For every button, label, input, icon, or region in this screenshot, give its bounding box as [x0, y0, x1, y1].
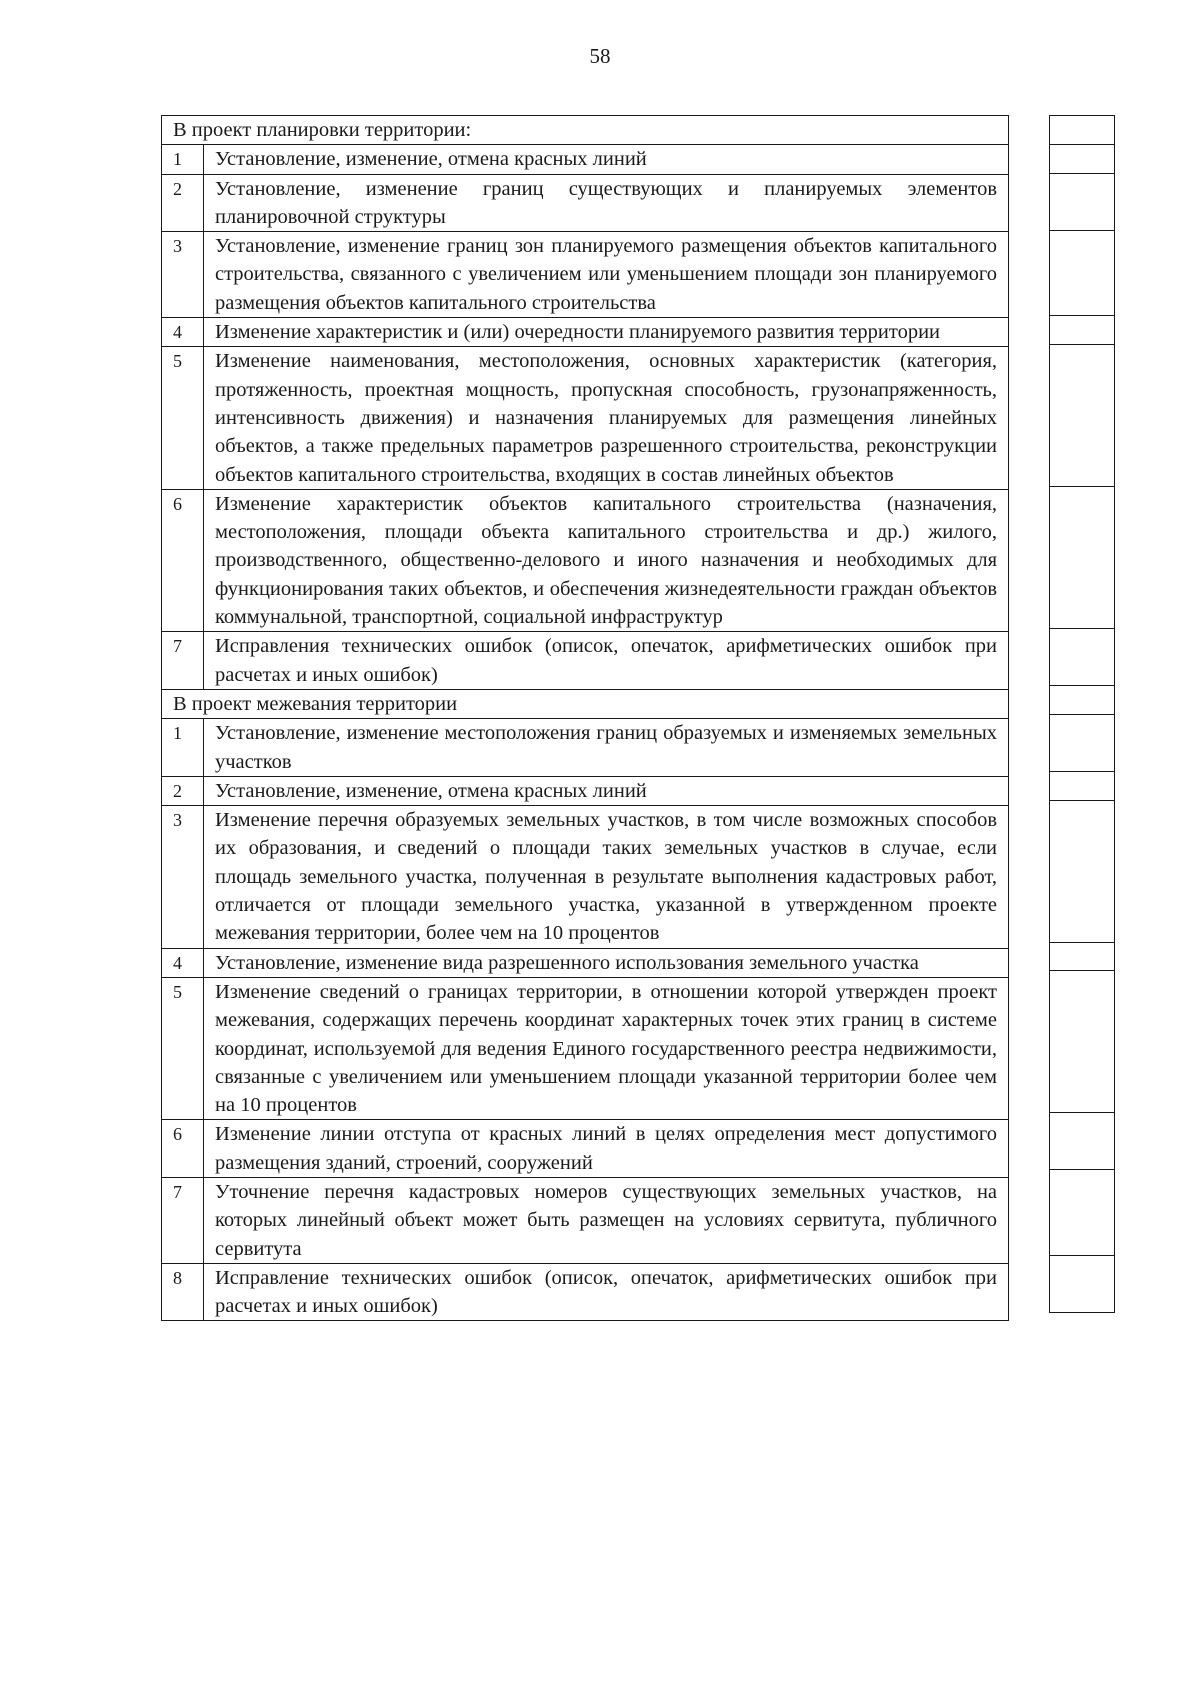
row-text: Исправление технических ошибок (описок, опечаток, арифметических ошибок при расчетах и иных ошибок): [204, 1263, 1009, 1321]
row-text: Изменение характеристик объектов капитального строительства (назначения, местоположения, площади объекта капитального строительства и др.) жилого, производственного, общественно-делового и иного назначения и необходимых для функционирования таких объектов, и обеспечения жизнедеятельности граждан объектов коммунальной, транспортной, социальной инфраструктур: [204, 489, 1009, 631]
checkbox-row: [1050, 971, 1115, 1113]
checkbox-cell[interactable]: [1050, 942, 1115, 971]
section-header-row: [162, 689, 1009, 718]
row-number: 8: [162, 1263, 204, 1321]
row-number: 4: [162, 948, 204, 977]
row-number: 6: [162, 489, 204, 631]
row-text: Установление, изменение границ существующих и планируемых элементов планировочной структуры: [204, 174, 1009, 232]
row-number: 5: [162, 347, 204, 489]
row-number: 1: [162, 145, 204, 174]
checkbox-row: [1050, 1170, 1115, 1255]
checkbox-cell[interactable]: [1050, 144, 1115, 173]
row-number: 2: [162, 174, 204, 232]
checkbox-row: [1050, 1113, 1115, 1170]
checkbox-row: [1050, 628, 1115, 685]
checkbox-cell[interactable]: [1050, 628, 1115, 685]
row-text: Изменение перечня образуемых земельных участков, в том числе возможных способов их образования, и сведений о площади таких земельных участков в случае, если площадь земельного участка, полученная в результате выполнения кадастровых работ, отличается от площади земельного участка, указанной в утвержденном проекте межевания территории, более чем на 10 процентов: [204, 806, 1009, 948]
table-row: [162, 948, 1009, 977]
row-text: Установление, изменение местоположения границ образуемых и изменяемых земельных участков: [204, 719, 1009, 777]
row-number: 6: [162, 1120, 204, 1178]
checkbox-row: [1050, 230, 1115, 315]
checkbox-cell[interactable]: [1050, 771, 1115, 800]
section-header-row: [162, 116, 1009, 145]
checkbox-row: [1050, 144, 1115, 173]
checkbox-cell[interactable]: [1050, 486, 1115, 628]
row-text: Установление, изменение границ зон планируемого размещения объектов капитального строительства, связанного с увеличением или уменьшением площади зон планируемого размещения объектов капитального строительства: [204, 232, 1009, 318]
checkbox-row: [1050, 1255, 1115, 1312]
table-row: [162, 719, 1009, 777]
checkbox-cell[interactable]: [1050, 971, 1115, 1113]
checkbox-cell[interactable]: [1050, 1113, 1115, 1170]
section-title: В проект планировки территории:: [162, 116, 1009, 145]
table-row: [162, 489, 1009, 631]
table-row: [162, 977, 1009, 1119]
row-text: Изменение наименования, местоположения, основных характеристик (категория, протяженность, проектная мощность, пропускная способность, грузонапряженность, интенсивность движения) и назначения планируемых для размещения линейных объектов, а также предельных параметров разрешенного строительства, реконструкции объектов капитального строительства, входящих в состав линейных объектов: [204, 347, 1009, 489]
table-row: [162, 776, 1009, 805]
checkbox-row: [1050, 800, 1115, 942]
checkbox-row: [1050, 316, 1115, 345]
row-text: Исправления технических ошибок (описок, опечаток, арифметических ошибок при расчетах и иных ошибок): [204, 632, 1009, 690]
checkbox-column: [1049, 115, 1115, 1313]
row-number: 3: [162, 232, 204, 318]
checkbox-row: [1050, 116, 1115, 145]
checkbox-row: [1050, 771, 1115, 800]
row-text: Изменение характеристик и (или) очередности планируемого развития территории: [204, 318, 1009, 347]
row-text: Установление, изменение, отмена красных линий: [204, 776, 1009, 805]
row-text: Установление, изменение, отмена красных линий: [204, 145, 1009, 174]
checkbox-cell[interactable]: [1050, 800, 1115, 942]
table-row: [162, 1263, 1009, 1321]
checkbox-cell[interactable]: [1050, 1255, 1115, 1312]
checkbox-row: [1050, 942, 1115, 971]
checkbox-cell[interactable]: [1050, 116, 1115, 145]
row-number: 3: [162, 806, 204, 948]
checkbox-cell[interactable]: [1050, 344, 1115, 486]
row-number: 2: [162, 776, 204, 805]
row-number: 4: [162, 318, 204, 347]
checkbox-cell[interactable]: [1050, 230, 1115, 315]
table-row: [162, 347, 1009, 489]
table-row: [162, 1120, 1009, 1178]
row-number: 1: [162, 719, 204, 777]
page-number: 58: [589, 44, 611, 68]
table-row: [162, 1177, 1009, 1263]
checkbox-row: [1050, 685, 1115, 714]
table-row: [162, 806, 1009, 948]
checkbox-row: [1050, 344, 1115, 486]
checkbox-cell[interactable]: [1050, 173, 1115, 230]
table-row: [162, 232, 1009, 318]
checkbox-cell[interactable]: [1050, 1170, 1115, 1255]
table-row: [162, 318, 1009, 347]
row-number: 7: [162, 1177, 204, 1263]
table-row: [162, 145, 1009, 174]
section-title: В проект межевания территории: [162, 689, 1009, 718]
table-row: [162, 632, 1009, 690]
row-text: Уточнение перечня кадастровых номеров существующих земельных участков, на которых линейный объект может быть размещен на условиях сервитута, публичного сервитута: [204, 1177, 1009, 1263]
row-text: Установление, изменение вида разрешенного использования земельного участка: [204, 948, 1009, 977]
row-number: 7: [162, 632, 204, 690]
row-number: 5: [162, 977, 204, 1119]
row-text: Изменение линии отступа от красных линий в целях определения мест допустимого размещения зданий, строений, сооружений: [204, 1120, 1009, 1178]
checkbox-cell[interactable]: [1050, 316, 1115, 345]
table-row: [162, 174, 1009, 232]
checkbox-row: [1050, 714, 1115, 771]
changes-table: [161, 115, 1009, 1321]
checkbox-row: [1050, 173, 1115, 230]
row-text: Изменение сведений о границах территории, в отношении которой утвержден проект межевания, содержащих перечень координат характерных точек этих границ в системе координат, используемой для ведения Единого государственного реестра недвижимости, связанные с увеличением или уменьшением площади указанной территории более чем на 10 процентов: [204, 977, 1009, 1119]
checkbox-row: [1050, 486, 1115, 628]
checkbox-cell[interactable]: [1050, 714, 1115, 771]
checkbox-cell[interactable]: [1050, 685, 1115, 714]
